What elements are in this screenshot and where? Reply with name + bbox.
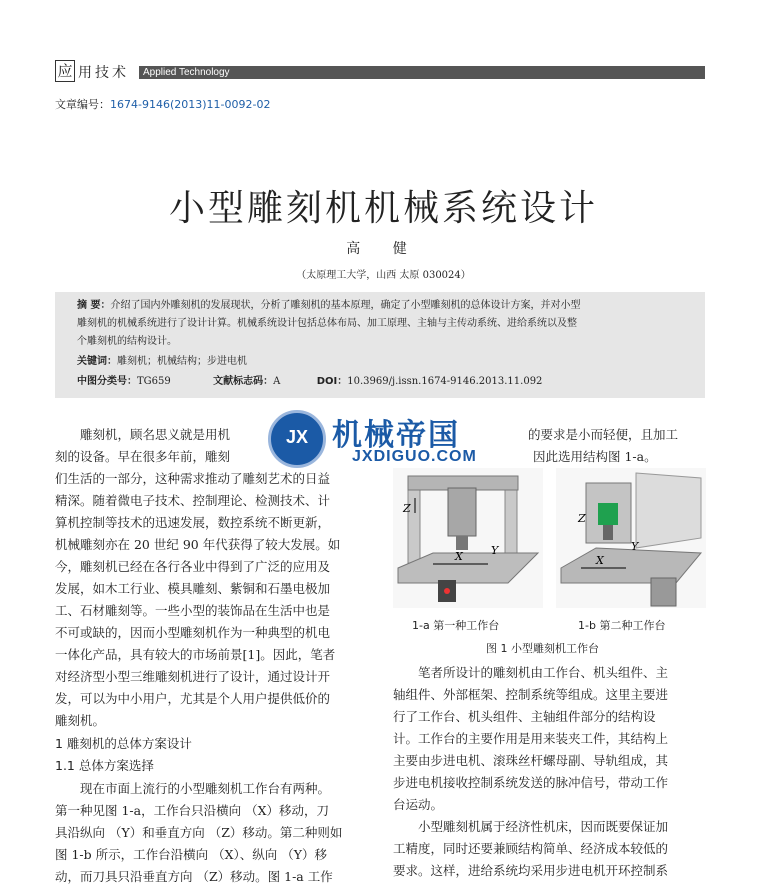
clc-value: TG659	[137, 376, 171, 387]
body-line: 工精度，同时还要兼顾结构简单、经济成本较低的	[393, 841, 669, 856]
section-badge: 应	[55, 60, 75, 82]
paper-title: 小型雕刻机机械系统设计	[168, 188, 598, 229]
body-line: 具沿纵向 （Y）和垂直方向 （Z）移动。第二种则如	[55, 825, 343, 840]
body-line: 不可或缺的，因而小型雕刻机作为一种典型的机电	[55, 625, 331, 640]
body-line: 因此选用结构图 1-a。	[533, 449, 657, 464]
body-line: 精深。随着微电子技术、控制理论、检测技术、计	[55, 493, 331, 508]
body-line: 机械雕刻亦在 20 世纪 90 年代获得了较大发展。如	[55, 537, 341, 552]
abstract-box	[55, 292, 705, 398]
figure-1b-caption: 1-b 第二种工作台	[578, 619, 666, 632]
body-line: 发展，如木工行业、模具雕刻、紫铜和石墨电极加	[55, 581, 331, 596]
subsection-heading: 1.1 总体方案选择	[55, 758, 154, 773]
doi-label: DOI：	[316, 376, 348, 387]
body-line: 台运动。	[393, 797, 444, 812]
doi-value: 10.3969/j.issn.1674-9146.2013.11.092	[347, 376, 543, 387]
article-number-label: 文章编号：	[55, 98, 110, 111]
section-heading: 1 雕刻机的总体方案设计	[55, 736, 192, 751]
watermark-text: 机械帝国	[332, 418, 460, 453]
body-line: 轴组件、外部框架、控制系统等组成。这里主要进	[393, 687, 669, 702]
body-line: 小型雕刻机属于经济性机床，因而既要保证加	[418, 819, 669, 834]
axis-z-label: Z	[403, 502, 411, 515]
body-line: 主要由步进电机、滚珠丝杆螺母副、导轨组成，其	[393, 753, 669, 768]
keywords-label: 关键词：	[77, 356, 117, 367]
watermark-url: JXDIGUO.COM	[352, 448, 477, 465]
figure-caption: 图 1 小型雕刻机工作台	[486, 642, 599, 655]
body-line: 刻的设备。早在很多年前，雕刻	[55, 449, 231, 464]
article-number-value: 1674-9146(2013)11-0092-02	[110, 98, 271, 111]
body-line: 笔者所设计的雕刻机由工作台、机头组件、主	[418, 665, 669, 680]
axis-x-label: X	[596, 554, 604, 567]
author: 高 健	[346, 241, 421, 257]
abstract-line: 雕刻机的机械系统进行了设计计算。机械系统设计包括总体布局、加工原理、主轴与主传动系统、进给系统以及整	[77, 318, 577, 329]
body-line: 工、石材雕刻等。一些小型的装饰品在生活中也是	[55, 603, 331, 618]
axis-y-label: Y	[491, 544, 499, 557]
body-line: 要求。这样，进给系统均采用步进电机开环控制系	[393, 863, 669, 878]
clc-label: 中图分类号：	[77, 376, 137, 387]
doc-code-value: A	[273, 376, 281, 387]
body-line: 一体化产品，具有较大的市场前景[1]。因此，笔者	[55, 647, 336, 662]
keywords: 雕刻机；机械结构；步进电机	[117, 356, 247, 367]
body-line: 算机控制等技术的迅速发展，数控系统不断更新，	[55, 515, 331, 530]
body-line: 对经济型小型三维雕刻机进行了设计，通过设计开	[55, 669, 331, 684]
abstract-line: 个雕刻机的结构设计。	[77, 336, 177, 347]
abstract-text: 介绍了国内外雕刻机的发展现状，分析了雕刻机的基本原理，确定了小型雕刻机的总体设计方案，并对小型	[110, 300, 581, 311]
body-line: 的要求是小而轻便，且加工	[528, 427, 679, 442]
body-line: 步进电机接收控制系统发送的脉冲信号，带动工作	[393, 775, 669, 790]
abstract-label: 摘 要：	[77, 300, 111, 311]
article-number	[55, 96, 270, 112]
doc-code-label: 文献标志码：	[213, 376, 274, 387]
body-line: 图 1-b 所示，工作台沿横向 （X）、纵向 （Y）移	[55, 847, 327, 862]
body-line: 第一种见图 1-a，工作台只沿横向 （X）移动，刀	[55, 803, 329, 818]
figure-1a-caption: 1-a 第一种工作台	[412, 619, 500, 632]
body-line: 雕刻机。	[55, 713, 106, 728]
axis-x-label: X	[455, 550, 463, 563]
affiliation: （太原理工大学，山西 太原 030024）	[296, 270, 471, 281]
body-line: 发，可以为中小用户，尤其是个人用户提供低价的	[55, 691, 331, 706]
section-label: 用技术	[78, 65, 129, 81]
abstract-line	[77, 298, 697, 314]
keywords-line	[77, 354, 697, 370]
watermark-gear-icon: JX	[268, 410, 326, 468]
figure-1b-image	[556, 468, 706, 608]
axis-z-label: Z	[578, 512, 586, 525]
classification-line	[77, 374, 697, 390]
body-line: 雕刻机，顾名思义就是用机	[80, 427, 231, 442]
section-label-en: Applied Technology	[143, 67, 230, 78]
body-line: 现在市面上流行的小型雕刻机工作台有两种。	[80, 781, 331, 796]
body-line: 们生活的一部分，这种需求推动了雕刻艺术的日益	[55, 471, 331, 486]
body-line: 动，而刀具只沿垂直方向 （Z）移动。图 1-a 工作	[55, 869, 333, 884]
body-line: 行了工作台、机头组件、主轴组件部分的结构设	[393, 709, 656, 724]
body-line: 计。工作台的主要作用是用来装夹工件，其结构上	[393, 731, 669, 746]
figure-1a-image	[393, 468, 543, 608]
axis-y-label: Y	[631, 540, 639, 553]
body-line: 今，雕刻机已经在各行各业中得到了广泛的应用及	[55, 559, 331, 574]
